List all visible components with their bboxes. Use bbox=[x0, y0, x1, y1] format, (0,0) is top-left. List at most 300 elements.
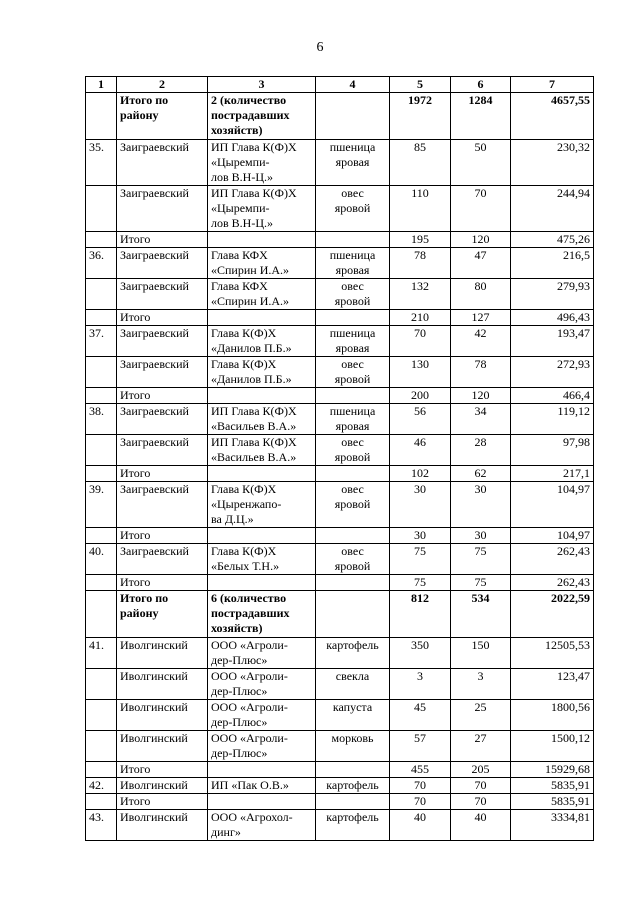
area-sown-cell-text: 130 bbox=[411, 357, 429, 371]
damage-amount-cell bbox=[511, 279, 594, 310]
area-lost-cell bbox=[451, 778, 511, 794]
damage-amount-cell bbox=[511, 357, 594, 388]
district-cell-text: Заиграевский bbox=[120, 482, 189, 496]
table-row bbox=[86, 731, 594, 762]
district-cell bbox=[117, 794, 208, 810]
crop-cell bbox=[316, 528, 390, 544]
damage-amount-cell-text: 12505,53 bbox=[545, 638, 590, 652]
district-cell bbox=[117, 700, 208, 731]
district-cell-text: Итого bbox=[120, 528, 151, 542]
header-cell: 1 bbox=[86, 77, 117, 93]
area-sown-cell-text: 75 bbox=[414, 544, 426, 558]
farm-cell bbox=[208, 762, 316, 778]
crop-cell-text: морковь bbox=[331, 731, 374, 745]
crop-cell-text: овес яровой bbox=[334, 357, 371, 386]
table-row bbox=[86, 140, 594, 186]
area-sown-cell bbox=[390, 810, 451, 841]
crop-cell bbox=[316, 466, 390, 482]
crop-cell bbox=[316, 482, 390, 528]
damage-amount-cell-text: 496,43 bbox=[557, 310, 590, 324]
district-cell-text: Заиграевский bbox=[120, 248, 189, 262]
row-number-cell bbox=[86, 466, 117, 482]
farm-cell-text: ИП «Пак О.В.» bbox=[211, 778, 289, 792]
farm-cell bbox=[208, 357, 316, 388]
farm-cell bbox=[208, 326, 316, 357]
area-lost-cell bbox=[451, 435, 511, 466]
header-cell: 6 bbox=[451, 77, 511, 93]
district-cell bbox=[117, 326, 208, 357]
row-number-cell bbox=[86, 140, 117, 186]
row-number-cell bbox=[86, 357, 117, 388]
crop-cell bbox=[316, 638, 390, 669]
farm-cell-text: ООО «Агроли- дер-Плюс» bbox=[211, 638, 288, 667]
area-sown-cell bbox=[390, 669, 451, 700]
table-row bbox=[86, 778, 594, 794]
district-cell bbox=[117, 357, 208, 388]
damage-amount-cell bbox=[511, 435, 594, 466]
damage-amount-cell-text: 4657,55 bbox=[551, 93, 590, 107]
district-cell-text: Иволгинский bbox=[120, 638, 188, 652]
farm-cell bbox=[208, 700, 316, 731]
table-row bbox=[86, 700, 594, 731]
district-cell-text: Итого bbox=[120, 310, 151, 324]
farm-cell bbox=[208, 591, 316, 638]
table-row bbox=[86, 186, 594, 232]
area-lost-cell bbox=[451, 591, 511, 638]
table-row bbox=[86, 669, 594, 700]
header-cell: 2 bbox=[117, 77, 208, 93]
farm-cell-text: 2 (количество пострадавших хозяйств) bbox=[211, 93, 290, 137]
area-sown-cell-text: 812 bbox=[411, 591, 429, 605]
damage-amount-cell-text: 244,94 bbox=[557, 186, 590, 200]
district-cell bbox=[117, 93, 208, 140]
crop-cell bbox=[316, 700, 390, 731]
district-cell-text: Заиграевский bbox=[120, 186, 189, 200]
area-lost-cell-text: 205 bbox=[471, 762, 490, 776]
area-sown-cell-text: 455 bbox=[411, 762, 429, 776]
damage-amount-cell-text: 104,97 bbox=[557, 482, 590, 496]
area-lost-cell-text: 50 bbox=[474, 140, 487, 154]
district-cell-text: Заиграевский bbox=[120, 357, 189, 371]
area-sown-cell-text: 30 bbox=[414, 482, 426, 496]
damage-amount-cell bbox=[511, 482, 594, 528]
area-sown-cell-text: 57 bbox=[414, 731, 426, 745]
table-row bbox=[86, 762, 594, 778]
area-sown-cell bbox=[390, 638, 451, 669]
farm-cell bbox=[208, 310, 316, 326]
damage-amount-cell bbox=[511, 140, 594, 186]
area-lost-cell bbox=[451, 93, 511, 140]
damage-amount-cell-text: 262,43 bbox=[557, 575, 590, 589]
district-cell bbox=[117, 388, 208, 404]
area-lost-cell-text: 78 bbox=[474, 357, 487, 371]
damage-amount-cell-text: 15929,68 bbox=[545, 762, 590, 776]
crop-cell bbox=[316, 591, 390, 638]
area-lost-cell bbox=[451, 186, 511, 232]
district-cell bbox=[117, 669, 208, 700]
area-lost-cell-text: 3 bbox=[477, 669, 484, 683]
district-cell-text: Иволгинский bbox=[120, 669, 188, 683]
district-cell bbox=[117, 404, 208, 435]
farm-cell-text: Глава К(Ф)Х «Данилов П.Б.» bbox=[211, 357, 292, 386]
area-lost-cell-text: 30 bbox=[474, 482, 487, 496]
area-lost-cell-text: 75 bbox=[474, 544, 487, 558]
area-lost-cell-text: 1284 bbox=[468, 93, 493, 107]
crop-cell-text: свекла bbox=[335, 669, 370, 683]
row-number-cell bbox=[86, 232, 117, 248]
damage-amount-cell bbox=[511, 638, 594, 669]
area-sown-cell bbox=[390, 310, 451, 326]
damage-amount-cell bbox=[511, 186, 594, 232]
crop-cell bbox=[316, 310, 390, 326]
crop-cell bbox=[316, 810, 390, 841]
district-cell bbox=[117, 544, 208, 575]
district-cell-text: Итого по району bbox=[120, 591, 169, 620]
row-number-cell bbox=[86, 575, 117, 591]
row-number-cell bbox=[86, 310, 117, 326]
area-lost-cell bbox=[451, 279, 511, 310]
district-cell bbox=[117, 528, 208, 544]
farm-cell bbox=[208, 810, 316, 841]
farm-cell-text: Глава КФХ «Спирин И.А.» bbox=[211, 279, 290, 308]
area-lost-cell bbox=[451, 232, 511, 248]
district-cell bbox=[117, 186, 208, 232]
farm-cell-text: ИП Глава К(Ф)Х «Цыремпи- лов В.Н-Ц.» bbox=[211, 186, 297, 230]
table-row bbox=[86, 388, 594, 404]
area-lost-cell-text: 534 bbox=[471, 591, 490, 605]
row-number-cell bbox=[86, 591, 117, 638]
area-lost-cell bbox=[451, 357, 511, 388]
damage-amount-cell bbox=[511, 232, 594, 248]
row-number-cell bbox=[86, 778, 117, 794]
area-sown-cell-text: 78 bbox=[414, 248, 426, 262]
area-lost-cell bbox=[451, 669, 511, 700]
row-number-cell bbox=[86, 435, 117, 466]
damage-amount-cell-text: 2022,59 bbox=[551, 591, 590, 605]
row-number-cell bbox=[86, 528, 117, 544]
area-lost-cell bbox=[451, 762, 511, 778]
area-lost-cell-text: 75 bbox=[474, 575, 487, 589]
farm-cell bbox=[208, 794, 316, 810]
district-cell bbox=[117, 778, 208, 794]
crop-cell bbox=[316, 186, 390, 232]
damage-amount-cell bbox=[511, 404, 594, 435]
farm-cell-text: Глава К(Ф)Х «Данилов П.Б.» bbox=[211, 326, 292, 355]
district-cell bbox=[117, 232, 208, 248]
district-cell-text: Иволгинский bbox=[120, 700, 188, 714]
row-number-cell bbox=[86, 404, 117, 435]
area-lost-cell bbox=[451, 326, 511, 357]
farm-cell bbox=[208, 638, 316, 669]
district-cell-text: Заиграевский bbox=[120, 435, 189, 449]
damage-amount-cell-text: 123,47 bbox=[557, 669, 590, 683]
district-cell-text: Итого bbox=[120, 232, 151, 246]
district-cell bbox=[117, 810, 208, 841]
crop-cell-text: овес яровой bbox=[334, 482, 371, 511]
farm-cell bbox=[208, 575, 316, 591]
table-row bbox=[86, 279, 594, 310]
table-row bbox=[86, 357, 594, 388]
farm-cell-text: Глава К(Ф)Х «Цыренжапо- ва Д.Ц.» bbox=[211, 482, 282, 526]
damage-amount-cell bbox=[511, 575, 594, 591]
area-sown-cell-text: 40 bbox=[414, 810, 426, 824]
area-lost-cell bbox=[451, 638, 511, 669]
farm-cell bbox=[208, 93, 316, 140]
farm-cell bbox=[208, 544, 316, 575]
crop-cell bbox=[316, 357, 390, 388]
district-total-row bbox=[86, 93, 594, 140]
farm-cell bbox=[208, 404, 316, 435]
crop-loss-table bbox=[85, 76, 594, 841]
header-cell: 7 bbox=[511, 77, 594, 93]
crop-cell-text: пшеница яровая bbox=[329, 326, 376, 355]
farm-cell-text: Глава КФХ «Спирин И.А.» bbox=[211, 248, 290, 277]
damage-amount-cell bbox=[511, 762, 594, 778]
district-cell bbox=[117, 638, 208, 669]
row-number-cell bbox=[86, 810, 117, 841]
damage-amount-cell bbox=[511, 731, 594, 762]
farm-cell-text: Глава К(Ф)Х «Белых Т.Н.» bbox=[211, 544, 280, 573]
area-sown-cell bbox=[390, 591, 451, 638]
area-lost-cell bbox=[451, 544, 511, 575]
table-row bbox=[86, 404, 594, 435]
area-sown-cell bbox=[390, 731, 451, 762]
damage-amount-cell bbox=[511, 248, 594, 279]
area-sown-cell-text: 132 bbox=[411, 279, 429, 293]
damage-amount-cell bbox=[511, 700, 594, 731]
farm-cell-text: ИП Глава К(Ф)Х «Васильев В.А.» bbox=[211, 435, 297, 464]
damage-amount-cell-text: 5835,91 bbox=[551, 794, 590, 808]
table-row bbox=[86, 482, 594, 528]
area-lost-cell-text: 70 bbox=[474, 794, 487, 808]
damage-amount-cell-text: 217,1 bbox=[563, 466, 590, 480]
district-cell-text: Заиграевский bbox=[120, 279, 189, 293]
area-lost-cell-text: 28 bbox=[474, 435, 487, 449]
farm-cell bbox=[208, 248, 316, 279]
row-number-cell bbox=[86, 669, 117, 700]
farm-cell bbox=[208, 731, 316, 762]
farm-cell bbox=[208, 466, 316, 482]
damage-amount-cell-text: 104,97 bbox=[557, 528, 590, 542]
district-cell-text: Заиграевский bbox=[120, 404, 189, 418]
area-lost-cell-text: 120 bbox=[471, 388, 490, 402]
area-lost-cell bbox=[451, 404, 511, 435]
row-number-cell bbox=[86, 638, 117, 669]
row-number-cell bbox=[86, 700, 117, 731]
crop-cell bbox=[316, 93, 390, 140]
row-number-cell-text: 43. bbox=[89, 810, 104, 824]
area-sown-cell-text: 110 bbox=[411, 186, 429, 200]
area-lost-cell-text: 25 bbox=[474, 700, 487, 714]
area-sown-cell bbox=[390, 404, 451, 435]
district-cell bbox=[117, 279, 208, 310]
damage-amount-cell bbox=[511, 794, 594, 810]
area-sown-cell bbox=[390, 544, 451, 575]
district-cell-text: Заиграевский bbox=[120, 140, 189, 154]
crop-cell bbox=[316, 778, 390, 794]
table-row bbox=[86, 575, 594, 591]
area-lost-cell-text: 47 bbox=[474, 248, 487, 262]
farm-cell bbox=[208, 778, 316, 794]
district-cell bbox=[117, 591, 208, 638]
area-lost-cell bbox=[451, 731, 511, 762]
area-sown-cell bbox=[390, 388, 451, 404]
area-sown-cell-text: 210 bbox=[411, 310, 429, 324]
district-cell bbox=[117, 466, 208, 482]
damage-amount-cell-text: 1800,56 bbox=[551, 700, 590, 714]
area-lost-cell-text: 42 bbox=[474, 326, 487, 340]
row-number-cell bbox=[86, 248, 117, 279]
area-sown-cell bbox=[390, 140, 451, 186]
header-cell: 3 bbox=[208, 77, 316, 93]
table-row bbox=[86, 326, 594, 357]
area-sown-cell-text: 195 bbox=[411, 232, 429, 246]
row-number-cell-text: 42. bbox=[89, 778, 104, 792]
row-number-cell-text: 40. bbox=[89, 544, 104, 558]
damage-amount-cell-text: 475,26 bbox=[557, 232, 590, 246]
district-cell bbox=[117, 482, 208, 528]
table-row bbox=[86, 528, 594, 544]
area-sown-cell bbox=[390, 435, 451, 466]
area-sown-cell bbox=[390, 762, 451, 778]
crop-cell-text: капуста bbox=[332, 700, 373, 714]
district-cell bbox=[117, 310, 208, 326]
district-total-row bbox=[86, 591, 594, 638]
area-lost-cell-text: 127 bbox=[471, 310, 490, 324]
crop-cell-text: пшеница яровая bbox=[329, 140, 376, 169]
crop-cell bbox=[316, 232, 390, 248]
row-number-cell-text: 36. bbox=[89, 248, 104, 262]
damage-amount-cell bbox=[511, 544, 594, 575]
damage-amount-cell-text: 216,5 bbox=[563, 248, 590, 262]
farm-cell bbox=[208, 279, 316, 310]
area-lost-cell bbox=[451, 528, 511, 544]
area-sown-cell bbox=[390, 93, 451, 140]
area-lost-cell bbox=[451, 140, 511, 186]
crop-cell bbox=[316, 388, 390, 404]
damage-amount-cell-text: 193,47 bbox=[557, 326, 590, 340]
damage-amount-cell-text: 3334,81 bbox=[551, 810, 590, 824]
area-sown-cell-text: 45 bbox=[414, 700, 426, 714]
damage-amount-cell-text: 279,93 bbox=[557, 279, 590, 293]
crop-cell bbox=[316, 140, 390, 186]
area-sown-cell-text: 102 bbox=[411, 466, 429, 480]
damage-amount-cell bbox=[511, 310, 594, 326]
area-lost-cell bbox=[451, 466, 511, 482]
district-cell-text: Итого bbox=[120, 388, 151, 402]
farm-cell-text: ИП Глава К(Ф)Х «Васильев В.А.» bbox=[211, 404, 297, 433]
row-number-cell bbox=[86, 93, 117, 140]
area-lost-cell-text: 27 bbox=[474, 731, 487, 745]
damage-amount-cell bbox=[511, 388, 594, 404]
district-cell bbox=[117, 731, 208, 762]
damage-amount-cell-text: 5835,91 bbox=[551, 778, 590, 792]
area-lost-cell bbox=[451, 810, 511, 841]
farm-cell bbox=[208, 669, 316, 700]
area-sown-cell-text: 3 bbox=[417, 669, 423, 683]
table-row bbox=[86, 466, 594, 482]
area-sown-cell bbox=[390, 528, 451, 544]
area-lost-cell-text: 70 bbox=[474, 186, 487, 200]
crop-cell-text: овес яровой bbox=[334, 186, 371, 215]
crop-cell-text: овес яровой bbox=[334, 279, 371, 308]
row-number-cell bbox=[86, 762, 117, 778]
area-lost-cell bbox=[451, 794, 511, 810]
damage-amount-cell-text: 466,4 bbox=[563, 388, 590, 402]
area-sown-cell-text: 1972 bbox=[408, 93, 432, 107]
farm-cell bbox=[208, 528, 316, 544]
damage-amount-cell-text: 119,12 bbox=[557, 404, 590, 418]
area-sown-cell bbox=[390, 186, 451, 232]
area-lost-cell-text: 80 bbox=[474, 279, 487, 293]
farm-cell-text: ООО «Агроли- дер-Плюс» bbox=[211, 669, 288, 698]
crop-cell-text: картофель bbox=[326, 638, 379, 652]
area-sown-cell-text: 200 bbox=[411, 388, 429, 402]
district-cell-text: Иволгинский bbox=[120, 778, 188, 792]
crop-cell-text: овес яровой bbox=[334, 435, 371, 464]
damage-amount-cell bbox=[511, 778, 594, 794]
area-sown-cell bbox=[390, 700, 451, 731]
crop-cell bbox=[316, 248, 390, 279]
district-cell-text: Итого bbox=[120, 794, 151, 808]
district-cell-text: Заиграевский bbox=[120, 544, 189, 558]
district-cell bbox=[117, 762, 208, 778]
row-number-cell-text: 38. bbox=[89, 404, 104, 418]
farm-cell-text: ООО «Агроли- дер-Плюс» bbox=[211, 731, 288, 760]
area-sown-cell bbox=[390, 482, 451, 528]
area-sown-cell bbox=[390, 778, 451, 794]
table-header-row bbox=[86, 77, 594, 93]
row-number-cell bbox=[86, 388, 117, 404]
page-number: 6 bbox=[316, 40, 324, 55]
area-sown-cell-text: 350 bbox=[411, 638, 429, 652]
area-sown-cell bbox=[390, 232, 451, 248]
area-lost-cell bbox=[451, 388, 511, 404]
farm-cell-text: ИП Глава К(Ф)Х «Цыремпи- лов В.Н-Ц.» bbox=[211, 140, 297, 184]
area-lost-cell-text: 34 bbox=[474, 404, 487, 418]
area-lost-cell bbox=[451, 575, 511, 591]
table-row bbox=[86, 638, 594, 669]
row-number-cell-text: 39. bbox=[89, 482, 104, 496]
area-lost-cell-text: 120 bbox=[471, 232, 490, 246]
district-cell-text: Итого bbox=[120, 762, 151, 776]
crop-cell bbox=[316, 762, 390, 778]
district-cell bbox=[117, 435, 208, 466]
damage-amount-cell bbox=[511, 528, 594, 544]
area-lost-cell bbox=[451, 310, 511, 326]
row-number-cell bbox=[86, 326, 117, 357]
district-cell-text: Заиграевский bbox=[120, 326, 189, 340]
district-cell-text: Итого bbox=[120, 466, 151, 480]
crop-cell bbox=[316, 575, 390, 591]
damage-amount-cell-text: 272,93 bbox=[557, 357, 590, 371]
table-body bbox=[86, 77, 594, 841]
crop-cell bbox=[316, 731, 390, 762]
area-lost-cell-text: 40 bbox=[474, 810, 487, 824]
damage-amount-cell-text: 97,98 bbox=[563, 435, 590, 449]
area-sown-cell bbox=[390, 794, 451, 810]
district-cell-text: Иволгинский bbox=[120, 731, 188, 745]
district-cell bbox=[117, 575, 208, 591]
row-number-cell bbox=[86, 186, 117, 232]
row-number-cell-text: 35. bbox=[89, 140, 104, 154]
header-cell: 4 bbox=[316, 77, 390, 93]
damage-amount-cell-text: 1500,12 bbox=[551, 731, 590, 745]
damage-amount-cell bbox=[511, 93, 594, 140]
area-lost-cell-text: 70 bbox=[474, 778, 487, 792]
table-row bbox=[86, 544, 594, 575]
district-cell-text: Итого по району bbox=[120, 93, 169, 122]
